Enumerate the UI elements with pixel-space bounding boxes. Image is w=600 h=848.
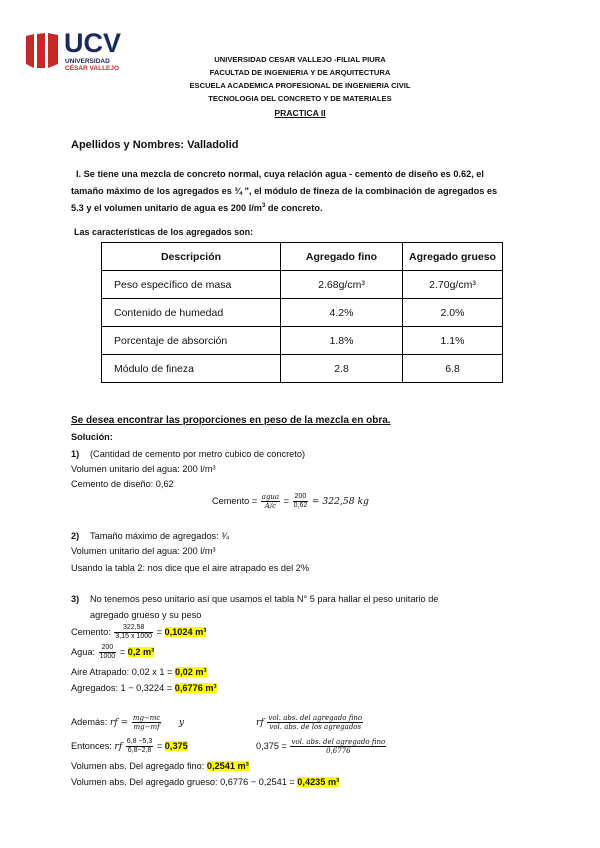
table-row [102, 299, 503, 327]
fraction: $\frac{322,58}{3,15 x 1000}$ [115, 624, 152, 640]
fine-aggregate-volume: Volumen abs. Del agregado fino: 0,2541 m³ [71, 761, 249, 771]
problem-line-3: 5.3 y el volumen unitario de agua es 200 $l/m^3$ de concreto. [71, 203, 323, 214]
header-course: TECNOLOGIA DEL CONCRETO Y DE MATERIALES [208, 94, 392, 103]
cement-volume: Cemento: $\frac{322,58}{3,15 x 1000}$ = 0,1024 m³ [71, 624, 207, 640]
table-cell: Contenido de humedad [102, 299, 281, 327]
table-cell: 2.70g/cm³ [403, 271, 503, 299]
problem-line-2: tamaño máximo de los agregados es ¾ ", el módulo de fineza de la combinación de agregados es [71, 186, 498, 196]
table-cell: 4.2% [281, 299, 403, 327]
highlighted-result: 0,1024 m³ [164, 626, 207, 637]
step-2-air: Usando la tabla 2: nos dice que el aire atrapado es del 2% [71, 563, 310, 573]
step-3-text-2: agregado grueso y su peso [90, 610, 202, 620]
table-cell: 1.8% [281, 327, 403, 355]
rf-volume-definition: rf $\frac{\text{vol. abs. del agregado fino}}{\text{vol. abs. de los agregados}}$ [256, 714, 363, 731]
table-header-cell: Agregado grueso [403, 243, 503, 271]
fraction: $\frac{200}{0,62}$ [293, 493, 308, 509]
rf-calculation: Entonces: rf $\frac{6,8 -5,3}{6,8-2,8}$ = 0,375 [71, 738, 188, 754]
table-header-cell: Descripción [102, 243, 281, 271]
highlighted-result: 0,2 m³ [127, 646, 155, 657]
fraction: $\frac{\text{vol. abs. del agregado fino}}{\text{vol. abs. de los agregados}}$ [268, 714, 363, 731]
step-3-text-1: No tenemos peso unitario así que usamos el tabla N° 5 para hallar el peso unitario de [90, 594, 439, 604]
table-header-cell: Agregado fino [281, 243, 403, 271]
problem-line-1: I. Se tiene una mezcla de concreto normal, cuya relación agua - cemento de diseño es 0.62, el [76, 169, 484, 179]
page-title: PRACTICA II [274, 108, 326, 118]
student-name: Apellidos y Nombres: Valladolid [71, 139, 239, 151]
fraction: $\frac{6,8 -5,3}{6,8-2,8}$ [126, 738, 153, 754]
water-volume: Agua: $\frac{200}{1000}$ = 0,2 m³ [71, 644, 155, 660]
logo-wordmark: UCV [64, 28, 122, 58]
highlighted-result: 0,02 m³ [174, 667, 207, 677]
logo-subtitle-1: UNIVERSIDAD [65, 58, 110, 65]
fraction: $\frac{\text{agua}}{A/c}$ [261, 493, 280, 510]
table-row [102, 355, 503, 383]
table-row [102, 271, 503, 299]
logo-subtitle-2: CÉSAR VALLEJO [65, 65, 120, 72]
step-3-number: 3) [71, 594, 80, 604]
step-1-design-ratio: Cemento de diseño: 0,62 [71, 479, 174, 489]
table-cell: 1.1% [403, 327, 503, 355]
table-cell: 2.0% [403, 299, 503, 327]
step-2-text: Tamaño máximo de agregados: ¾ [90, 531, 229, 541]
rf-definition: Además: rf = $\frac{mg-mc}{mg-mf}$ y [71, 714, 185, 731]
aggregates-volume: Agregados: 1 − 0,3224 = 0,6776 m³ [71, 683, 217, 693]
coarse-aggregate-volume: Volumen abs. Del agregado grueso: 0,6776 − 0,2541 = 0,4235 m³ [71, 777, 340, 787]
fraction: $\frac{200}{1000}$ [99, 644, 116, 660]
table-cell: Módulo de fineza [102, 355, 281, 383]
step-1-water-volume: Volumen unitario del agua: 200 l/m³ [71, 464, 216, 474]
table-row [102, 327, 503, 355]
ucv-logo-icon [24, 30, 60, 70]
table-cell: 2.8 [281, 355, 403, 383]
solution-goal: Se desea encontrar las proporciones en peso de la mezcla en obra. [71, 415, 391, 426]
highlighted-result: 0,4235 m³ [297, 777, 340, 787]
table-cell: 2.68g/cm³ [281, 271, 403, 299]
header-university: UNIVERSIDAD CESAR VALLEJO -FILIAL PIURA [214, 55, 386, 64]
table-header-row [102, 243, 503, 271]
fine-aggregate-equation: 0,375 = $\frac{\text{vol. abs. del agregado fino}}{0,6776}$ [256, 738, 386, 755]
cement-equation: Cemento = $\frac{\text{agua}}{A/c}$ = $\frac{200}{0,62}$ = 322,58 kg [212, 493, 369, 510]
table-cell: 6.8 [403, 355, 503, 383]
step-2-water-volume: Volumen unitario del agua: 200 l/m³ [71, 546, 216, 556]
fraction: $\frac{mg-mc}{mg-mf}$ [132, 714, 161, 731]
header-school: ESCUELA ACADEMICA PROFESIONAL DE INGENIERIA CIVIL [189, 81, 411, 90]
highlighted-result: 0,2541 m³ [206, 761, 249, 771]
table-cell: Peso específico de masa [102, 271, 281, 299]
header-faculty: FACULTAD DE INGENIERIA Y DE ARQUITECTURA [209, 68, 391, 77]
highlighted-result: 0,375 [164, 740, 188, 751]
step-1-number: 1) [71, 449, 80, 459]
aggregates-table [101, 242, 503, 383]
table-intro: Las características de los agregados son: [74, 227, 254, 237]
solution-label: Solución: [71, 432, 113, 442]
air-volume: Aire Atrapado: 0,02 x 1 = 0,02 m³ [71, 667, 207, 677]
highlighted-result: 0,6776 m³ [174, 683, 217, 693]
fraction: $\frac{\text{vol. abs. del agregado fino}}{0,6776}$ [291, 738, 386, 755]
step-1-text: (Cantidad de cemento por metro cubico de concreto) [90, 449, 306, 459]
table-cell: Porcentaje de absorción [102, 327, 281, 355]
step-2-number: 2) [71, 531, 80, 541]
